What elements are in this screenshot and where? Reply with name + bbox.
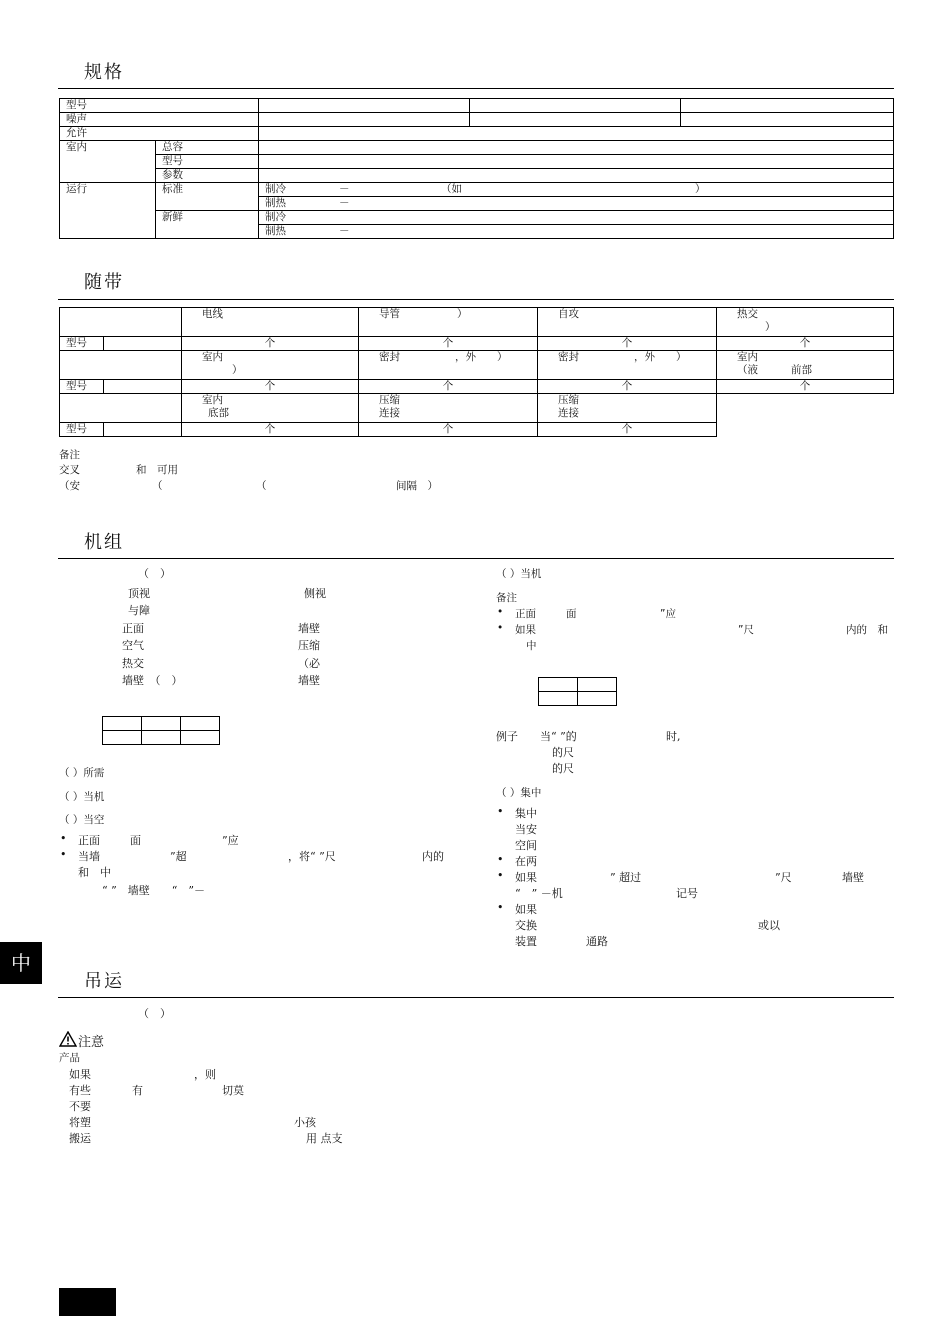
spec-cell: 型号 <box>60 99 259 113</box>
acc-cell: （液 <box>737 364 758 376</box>
rule-accessories <box>58 299 894 300</box>
unit-left-text: 与障 <box>128 604 150 617</box>
acc-note-text: 间隔 ） <box>396 480 438 492</box>
unit-left-heading: （ ）所需 <box>59 767 105 779</box>
acc-cell: 连接 <box>379 407 400 419</box>
accessories-table <box>59 307 894 437</box>
unit-right-text: 当“ ”的 <box>540 730 577 743</box>
lifting-text: 将塑 <box>69 1116 91 1129</box>
acc-cell: 型号 <box>60 337 104 351</box>
section-title-accessories: 随带 <box>84 272 124 293</box>
unit-right-bullet: • 如果 <box>515 622 536 637</box>
acc-cell: 个 <box>717 337 894 351</box>
unit-right-text: ”尺 <box>738 624 754 636</box>
caution-title: 注意 <box>78 1035 105 1050</box>
spec-cell: 制热 <box>265 197 286 209</box>
spec-cell: 制冷 <box>265 183 286 195</box>
spec-cell: 总容 <box>156 141 259 155</box>
unit-right-note: 备注 <box>496 592 517 604</box>
unit-left-text: ”应 <box>222 834 239 847</box>
spec-cell: ） <box>695 183 706 195</box>
unit-right-bullet: • 如果 <box>515 869 537 885</box>
unit-right-text: 的尺 <box>552 762 574 775</box>
acc-cell: 个 <box>182 337 359 351</box>
unit-left-text: 墙壁 （ ） <box>122 674 183 687</box>
acc-note-text: （ <box>256 480 267 492</box>
spec-cell: － <box>339 225 350 237</box>
lifting-text: 切莫 <box>222 1084 244 1097</box>
acc-note-title: 备注 <box>59 449 80 461</box>
acc-cell: 压缩 <box>558 394 579 406</box>
unit-right-heading: （ ）当机 <box>496 568 542 580</box>
section-title-lifting: 吊运 <box>84 971 124 992</box>
unit-left-bullet: • 正面 <box>78 832 100 848</box>
spec-cell: － <box>339 183 350 195</box>
acc-cell: 底部 <box>208 407 229 419</box>
lifting-product: 产品 <box>59 1052 80 1064</box>
unit-right-text: 例子 <box>496 730 518 743</box>
unit-right-text: 时, <box>666 730 681 743</box>
spec-cell: 室内 <box>60 141 156 183</box>
unit-left-text: 热交 <box>122 657 144 670</box>
unit-left-text: 和 中 <box>78 866 111 879</box>
acc-cell: 连接 <box>558 407 579 419</box>
acc-note-text: 和 可用 <box>136 464 178 476</box>
blank-table-left <box>102 716 220 745</box>
spec-cell: 参数 <box>156 169 259 183</box>
unit-left-heading: （ ）当空 <box>59 814 105 826</box>
unit-right-bullet: • 如果 <box>515 901 537 917</box>
unit-right-text: 装置 <box>515 935 537 948</box>
acc-cell: ） <box>457 308 468 320</box>
acc-cell: 导管 <box>379 308 400 320</box>
unit-left-text: ”超 <box>170 850 187 863</box>
acc-cell: 室内 <box>737 351 758 363</box>
acc-cell: ） <box>232 364 243 376</box>
unit-left-text: 侧视 <box>304 587 326 600</box>
unit-left-text: “ ” 墙壁 “ ”－ <box>102 884 205 897</box>
rule-spec <box>58 88 894 89</box>
acc-cell: ，外 ） <box>634 351 687 363</box>
page-number-box <box>59 1288 116 1316</box>
spec-cell: （如 <box>441 183 462 195</box>
acc-cell: 室内 <box>202 351 223 363</box>
unit-right-text: 通路 <box>586 935 608 948</box>
acc-cell: 型号 <box>60 423 104 437</box>
unit-right-text: “ ” －机 <box>515 887 563 900</box>
acc-note-text: 交叉 <box>59 464 80 476</box>
acc-cell: 密封 <box>558 351 579 363</box>
spec-cell: 型号 <box>156 155 259 169</box>
unit-right-heading: （ ）集中 <box>496 787 542 799</box>
rule-lifting <box>58 997 894 998</box>
spec-cell: 新鲜 <box>156 211 259 239</box>
unit-right-text: 内的 和 <box>846 624 888 636</box>
acc-note-text: （安 <box>59 480 80 492</box>
acc-cell: 压缩 <box>379 394 400 406</box>
unit-right-text: 墙壁 <box>842 871 864 884</box>
unit-right-text: 或以 <box>758 919 780 932</box>
unit-left-text: 顶视 <box>128 587 150 600</box>
acc-note-text: （ <box>152 480 163 492</box>
lifting-text: 不要 <box>69 1100 91 1113</box>
spec-cell: 标准 <box>156 183 259 211</box>
unit-left-text: 正面 <box>122 622 144 635</box>
spec-cell: 运行 <box>60 183 156 239</box>
lifting-text: 小孩 <box>294 1116 316 1129</box>
acc-cell: 热交 <box>737 308 758 320</box>
unit-left-text: 墙壁 <box>298 674 320 687</box>
unit-left-text: 面 <box>130 834 141 847</box>
unit-left-text: 空气 <box>122 639 144 652</box>
acc-cell: 型号 <box>60 380 104 394</box>
lifting-text: ，则 <box>194 1068 216 1081</box>
section-title-unit: 机组 <box>84 532 124 553</box>
acc-cell: 个 <box>717 380 894 394</box>
blank-table-right <box>538 677 617 706</box>
acc-cell: ） <box>765 321 776 333</box>
acc-cell: 个 <box>359 423 538 437</box>
section-title-spec: 规格 <box>84 62 124 83</box>
unit-left-text: 墙壁 <box>298 622 320 635</box>
spec-cell: 制热 <box>265 225 286 237</box>
lifting-text: 有些 <box>69 1084 91 1097</box>
spec-table <box>59 98 894 239</box>
lifting-text: 如果 <box>69 1068 91 1081</box>
unit-right-text: ”应 <box>660 608 676 620</box>
lifting-text: 搬运 <box>69 1132 91 1145</box>
lifting-text: （ ） <box>138 1007 171 1020</box>
warning-triangle-icon <box>59 1031 77 1047</box>
lifting-text: 有 <box>132 1084 143 1097</box>
unit-left-text: 内的 <box>422 850 444 863</box>
acc-cell: 电线 <box>182 308 359 337</box>
rule-unit <box>58 558 894 559</box>
unit-right-text: 当安 <box>515 823 537 836</box>
spec-cell: － <box>339 197 350 209</box>
acc-cell: 个 <box>182 423 359 437</box>
unit-left-heading: （ ）当机 <box>59 791 105 803</box>
acc-cell: 室内 <box>202 394 223 406</box>
language-tab: 中 <box>0 942 42 984</box>
acc-cell: 自攻 <box>538 308 717 337</box>
unit-right-text: 交换 <box>515 919 537 932</box>
acc-cell: 密封 <box>379 351 400 363</box>
acc-cell: ，外 ） <box>455 351 508 363</box>
lifting-text: 用 点支 <box>306 1132 343 1145</box>
acc-cell: 前部 <box>791 364 812 376</box>
unit-right-text: 的尺 <box>552 746 574 759</box>
unit-left-text: ，将“ ”尺 <box>288 850 336 863</box>
acc-cell: 个 <box>538 380 717 394</box>
unit-left-bullet: • 当墙 <box>78 848 100 864</box>
unit-right-bullet: • 正面 <box>515 606 536 621</box>
unit-right-text: 空间 <box>515 839 537 852</box>
acc-cell: 个 <box>182 380 359 394</box>
acc-cell: 个 <box>359 337 538 351</box>
unit-left-text: 压缩 <box>298 639 320 652</box>
unit-left-text: （ ） <box>138 567 171 580</box>
unit-right-text: 记号 <box>676 887 698 900</box>
unit-right-text: ” 超过 <box>610 871 642 884</box>
spec-cell: 允许 <box>60 127 259 141</box>
unit-left-text: （必 <box>298 657 320 670</box>
acc-cell: 个 <box>538 423 717 437</box>
spec-cell: 制冷 <box>265 211 286 223</box>
unit-right-bullet: • 集中 <box>515 805 537 821</box>
unit-right-bullet: • 在两 <box>515 853 537 869</box>
spec-cell: 噪声 <box>60 113 259 127</box>
acc-cell: 个 <box>359 380 538 394</box>
acc-cell: 个 <box>538 337 717 351</box>
unit-right-text: 面 <box>566 608 577 620</box>
unit-right-text: ”尺 <box>775 871 792 884</box>
unit-right-text: 中 <box>526 640 537 652</box>
